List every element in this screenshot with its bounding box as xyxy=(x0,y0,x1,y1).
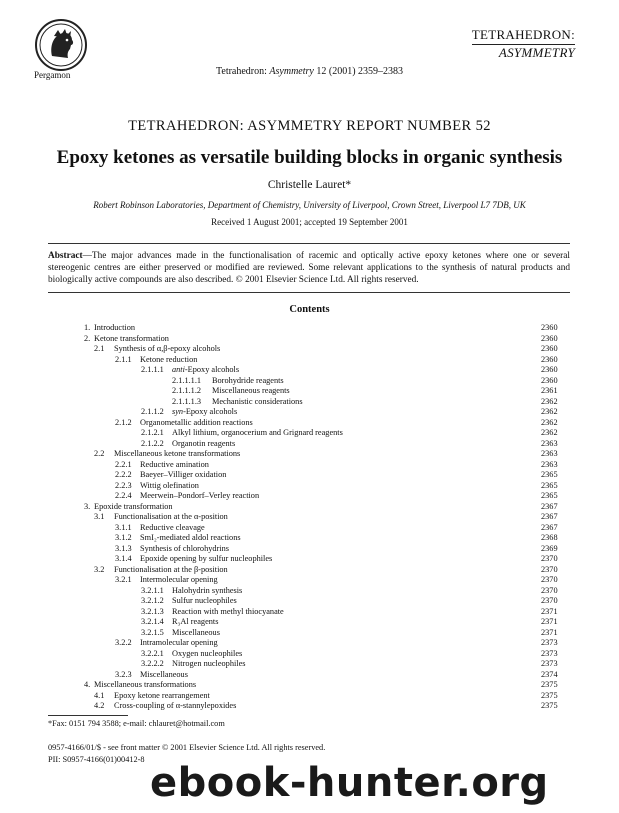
toc-entry-label xyxy=(115,460,209,471)
toc-entry-title: Sulfur nucleophiles xyxy=(172,596,237,605)
toc-entry-page: 2370 xyxy=(541,575,558,584)
toc-entry-number: 3.2 xyxy=(94,564,105,574)
toc-entry xyxy=(0,680,619,691)
abstract-top-rule xyxy=(48,243,570,244)
toc-entry xyxy=(0,365,619,376)
toc-entry-title: Introduction xyxy=(94,323,136,332)
toc-entry xyxy=(0,638,619,649)
toc-entry-label xyxy=(94,701,236,712)
toc-entry xyxy=(0,512,619,523)
toc-entry-number: 2. xyxy=(84,333,91,343)
toc-entry-title: Miscellaneous transformations xyxy=(94,680,197,689)
toc-entry-number: 1. xyxy=(84,323,91,332)
toc-entry xyxy=(0,428,619,439)
toc-entry-label xyxy=(141,659,246,670)
toc-entry xyxy=(0,460,619,471)
toc-entry-number: 4. xyxy=(84,680,91,689)
article-title: Epoxy ketones as versatile building blocks in organic synthesis xyxy=(56,147,563,168)
toc-entry-title: Cross-coupling of α-stannylepoxides xyxy=(114,701,237,710)
toc-entry-number: 3.2.1.1 xyxy=(141,585,164,595)
toc-entry-title: -Epoxy alcohols xyxy=(183,407,238,416)
toc-entry-label xyxy=(84,323,135,334)
toc-entry-page: 2368 xyxy=(541,533,558,542)
toc-entry-title: Functionalisation at the α-position xyxy=(114,512,228,521)
abstract-text: —The major advances made in the functionalisation of racemic and optically active epoxy ketones where one or several stereogenic centres are either preserved or modified are reviewed. Some relevant applications to the synthesis of natural products and biologically active compounds are also described. © 2001 Elsevier Science Ltd. All rights reserved. xyxy=(48,251,570,285)
toc-entry-page: 2363 xyxy=(541,459,558,469)
toc-entry xyxy=(0,670,619,681)
toc-entry xyxy=(0,554,619,565)
toc-entry-title: Borohydride reagents xyxy=(212,375,284,385)
journal-citation xyxy=(0,66,619,77)
toc-entry xyxy=(0,701,619,712)
toc-entry xyxy=(0,323,619,334)
affiliation: Robert Robinson Laboratories, Department of Chemistry, University of Liverpool, Crown Street, Liverpool L7 7DB, UK xyxy=(93,200,526,210)
toc-entry-page: 2373 xyxy=(541,659,558,668)
toc-entry-page: 2360 xyxy=(541,375,558,385)
toc-entry-label xyxy=(115,355,197,366)
toc-entry-title: Epoxide transformation xyxy=(94,501,173,511)
toc-entry xyxy=(0,523,619,534)
toc-entry-title: Miscellaneous ketone transformations xyxy=(114,449,241,458)
toc-entry-number: 3.2.1.5 xyxy=(141,627,164,637)
toc-entry-page: 2375 xyxy=(541,690,558,700)
toc-entry-title: Organometallic addition reactions xyxy=(140,417,253,427)
toc-entry xyxy=(0,386,619,397)
toc-entry-label xyxy=(172,397,303,408)
toc-entry xyxy=(0,481,619,492)
toc-entry-label xyxy=(141,596,237,607)
toc-entry-label xyxy=(94,449,240,460)
toc-entry-label xyxy=(141,439,235,450)
toc-entry-title: Halohydrin synthesis xyxy=(172,585,243,595)
received-dates: Received 1 August 2001; accepted 19 September 2001 xyxy=(211,217,408,227)
toc-entry-page: 2360 xyxy=(541,365,558,374)
toc-entry xyxy=(0,596,619,607)
abstract-label: Abstract xyxy=(48,251,83,261)
toc-entry-page: 2360 xyxy=(541,323,558,332)
toc-entry xyxy=(0,449,619,460)
toc-entry-number: 2.1.1.1.3 xyxy=(172,396,202,406)
toc-entry-label xyxy=(94,565,228,576)
toc-entry-label xyxy=(115,575,218,586)
toc-entry-label xyxy=(115,544,229,555)
toc-entry-page: 2365 xyxy=(541,480,558,490)
toc-entry-number: 3.1.2 xyxy=(115,533,132,542)
toc-entry-label xyxy=(115,533,241,544)
toc-entry-title: Miscellaneous xyxy=(172,627,220,637)
toc-entry-title: Nitrogen nucleophiles xyxy=(172,659,246,668)
toc-entry-title: Epoxy ketone rearrangement xyxy=(114,690,210,700)
toc-entry-label xyxy=(94,512,228,523)
toc-entry-label xyxy=(115,470,226,481)
toc-entry-page: 2365 xyxy=(541,491,558,500)
abstract-bottom-rule xyxy=(48,292,570,293)
toc-entry-label xyxy=(115,491,259,502)
toc-entry xyxy=(0,691,619,702)
toc-entry-title: Reaction with methyl thiocyanate xyxy=(172,606,284,616)
toc-entry-label xyxy=(172,386,290,397)
toc-entry-page: 2375 xyxy=(541,680,558,689)
toc-entry xyxy=(0,659,619,670)
toc-entry-label xyxy=(115,554,272,565)
toc-entry xyxy=(0,470,619,481)
toc-entry-title: Epoxide opening by sulfur nucleophiles xyxy=(140,554,273,563)
toc-entry-title: Functionalisation at the β-position xyxy=(114,564,228,574)
toc-entry xyxy=(0,502,619,513)
toc-entry-number: 2.2.2 xyxy=(115,470,132,479)
report-label: TETRAHEDRON: ASYMMETRY REPORT NUMBER 52 xyxy=(128,118,491,134)
toc-entry xyxy=(0,491,619,502)
toc-entry-label xyxy=(84,334,169,345)
toc-entry xyxy=(0,376,619,387)
toc-entry-number: 2.2.1 xyxy=(115,459,132,469)
toc-entry-number: 3.2.1.2 xyxy=(141,596,164,605)
toc-entry-number: 3.2.1.4 xyxy=(141,617,164,626)
toc-entry-number: 4.2 xyxy=(94,701,105,710)
pii-line: PII: S0957-4166(01)00412-8 xyxy=(48,755,145,764)
toc-entry-page: 2367 xyxy=(541,512,558,521)
toc-entry-number: 2.1.2.1 xyxy=(141,428,164,437)
toc-entry-page: 2373 xyxy=(541,648,558,658)
toc-entry-label xyxy=(141,365,239,376)
toc-entry xyxy=(0,418,619,429)
toc-entry-page: 2367 xyxy=(541,501,558,511)
toc-entry-page: 2370 xyxy=(541,585,558,595)
toc-entry xyxy=(0,575,619,586)
toc-entry-label xyxy=(94,344,220,355)
toc-entry-title: Ketone reduction xyxy=(140,354,198,364)
toc-entry-page: 2371 xyxy=(541,617,558,626)
contents-title: Contents xyxy=(289,304,330,315)
toc-entry-label xyxy=(141,628,220,639)
toc-entry-title: Alkyl lithium, organocerium and Grignard reagents xyxy=(172,428,343,437)
toc-entry xyxy=(0,407,619,418)
toc-entry-number: 2.1.1.1 xyxy=(141,365,164,374)
toc-entry-title: Wittig olefination xyxy=(140,480,199,490)
toc-entry-number: 2.2.3 xyxy=(115,480,132,490)
toc-entry-title: -Epoxy alcohols xyxy=(184,365,240,374)
toc-entry-label xyxy=(115,523,205,534)
toc-entry-number: 3. xyxy=(84,501,91,511)
toc-entry-page: 2365 xyxy=(541,470,558,479)
copyright-line: 0957-4166/01/$ - see front matter © 2001 Elsevier Science Ltd. All rights reserved. xyxy=(48,743,326,752)
toc-entry-page: 2362 xyxy=(541,396,558,406)
toc-entry xyxy=(0,334,619,345)
toc-entry xyxy=(0,617,619,628)
toc-entry-title: Intermolecular opening xyxy=(140,575,218,584)
toc-entry-page: 2360 xyxy=(541,344,558,353)
toc-entry-italic: syn xyxy=(172,407,184,416)
toc-entry xyxy=(0,439,619,450)
toc-entry-number: 3.1.1 xyxy=(115,522,132,532)
toc-entry-label xyxy=(141,428,343,439)
toc-entry-number: 3.2.2.2 xyxy=(141,659,164,668)
toc-entry-page: 2362 xyxy=(541,428,558,437)
toc-entry-number: 2.2.4 xyxy=(115,491,132,500)
journal-line1: TETRAHEDRON: xyxy=(471,27,575,42)
toc-entry xyxy=(0,344,619,355)
toc-entry-label xyxy=(115,638,218,649)
toc-entry-page: 2362 xyxy=(541,407,558,416)
toc-entry xyxy=(0,397,619,408)
toc-entry-page: 2360 xyxy=(541,333,558,343)
watermark: ebook-hunter.org xyxy=(150,760,549,806)
toc-entry-title: Meerwein–Pondorf–Verley reaction xyxy=(140,491,260,500)
footnote-rule xyxy=(48,715,128,716)
toc-entry-label xyxy=(172,376,284,387)
toc-entry-title: Oxygen nucleophiles xyxy=(172,648,243,658)
toc-entry-page: 2363 xyxy=(541,438,558,448)
toc-entry xyxy=(0,565,619,576)
toc-entry-title: Baeyer–Villiger oxidation xyxy=(140,470,227,479)
toc-entry-page: 2362 xyxy=(541,417,558,427)
toc-entry-number: 2.1 xyxy=(94,344,105,353)
citation-journal: Asymmetry xyxy=(269,66,314,77)
toc-entry-page: 2370 xyxy=(541,564,558,574)
toc-entry-number: 2.1.1.2 xyxy=(141,407,164,416)
toc-entry-page: 2373 xyxy=(541,638,558,647)
toc-entry xyxy=(0,533,619,544)
toc-entry xyxy=(0,649,619,660)
toc-entry-number: 3.2.3 xyxy=(115,669,132,679)
journal-line2: ASYMMETRY xyxy=(498,45,575,60)
toc-entry-label xyxy=(141,649,242,660)
publisher-name: Pergamon xyxy=(34,70,71,80)
citation-prefix: Tetrahedron: xyxy=(215,66,270,77)
toc-entry-number: 3.1.4 xyxy=(115,554,132,563)
toc-entry-label xyxy=(84,680,196,691)
toc-entry xyxy=(0,355,619,366)
toc-entry-title: SmI₂-mediated aldol reactions xyxy=(140,533,241,542)
toc-entry-number: 3.2.1 xyxy=(115,575,132,584)
toc-entry-label xyxy=(141,407,237,418)
abstract xyxy=(48,250,570,286)
toc-entry-label xyxy=(141,607,284,618)
toc-entry-number: 2.2 xyxy=(94,449,105,458)
table-of-contents xyxy=(0,323,619,712)
toc-entry-title: Intramolecular opening xyxy=(140,638,218,647)
toc-entry-title: Synthesis of chlorohydrins xyxy=(140,543,229,553)
toc-entry-page: 2371 xyxy=(541,627,558,637)
toc-entry-number: 3.1 xyxy=(94,512,105,521)
toc-entry-number: 3.2.2.1 xyxy=(141,648,164,658)
toc-entry xyxy=(0,544,619,555)
toc-entry-number: 3.2.1.3 xyxy=(141,606,164,616)
toc-entry-number: 2.1.1.1.2 xyxy=(172,386,202,395)
toc-entry-title: Reductive cleavage xyxy=(140,522,205,532)
toc-entry-title: Mechanistic considerations xyxy=(212,396,303,406)
toc-entry-number: 2.1.2.2 xyxy=(141,438,164,448)
toc-entry-label xyxy=(141,586,242,597)
toc-entry-page: 2367 xyxy=(541,522,558,532)
toc-entry xyxy=(0,607,619,618)
toc-entry-title: Synthesis of α,β-epoxy alcohols xyxy=(114,344,221,353)
citation-suffix: 12 (2001) 2359–2383 xyxy=(313,66,404,77)
toc-entry-title: Ketone transformation xyxy=(94,333,169,343)
toc-entry-page: 2363 xyxy=(541,449,558,458)
toc-entry-page: 2375 xyxy=(541,701,558,710)
author: Christelle Lauret* xyxy=(267,179,352,191)
toc-entry xyxy=(0,586,619,597)
footnote: *Fax: 0151 794 3588; e-mail: chlauret@hotmail.com xyxy=(48,719,225,728)
toc-entry-page: 2369 xyxy=(541,543,558,553)
toc-entry-label xyxy=(141,617,218,628)
toc-entry-number: 3.1.3 xyxy=(115,543,132,553)
toc-entry-number: 3.2.2 xyxy=(115,638,132,647)
toc-entry-label xyxy=(84,502,173,513)
toc-entry-italic: anti xyxy=(172,365,185,374)
toc-entry xyxy=(0,628,619,639)
toc-entry-page: 2361 xyxy=(541,386,558,395)
toc-entry-label xyxy=(115,418,253,429)
toc-entry-label xyxy=(94,691,210,702)
toc-entry-title: Miscellaneous reagents xyxy=(212,386,290,395)
toc-entry-page: 2370 xyxy=(541,554,558,563)
toc-entry-label xyxy=(115,481,199,492)
toc-entry-title: Reductive amination xyxy=(140,459,209,469)
toc-entry-page: 2374 xyxy=(541,669,558,679)
toc-entry-label xyxy=(115,670,188,681)
toc-entry-number: 2.1.2 xyxy=(115,417,132,427)
toc-entry-number: 4.1 xyxy=(94,690,105,700)
toc-entry-number: 2.1.1.1.1 xyxy=(172,375,202,385)
toc-entry-page: 2371 xyxy=(541,606,558,616)
toc-entry-number: 2.1.1 xyxy=(115,354,132,364)
publisher-logo xyxy=(34,18,88,72)
toc-entry-title: Organotin reagents xyxy=(172,438,236,448)
journal-masthead xyxy=(472,28,575,60)
toc-entry-title: Miscellaneous xyxy=(140,669,188,679)
toc-entry-title: R₃Al reagents xyxy=(172,617,219,626)
toc-entry-page: 2370 xyxy=(541,596,558,605)
toc-entry-page: 2360 xyxy=(541,354,558,364)
